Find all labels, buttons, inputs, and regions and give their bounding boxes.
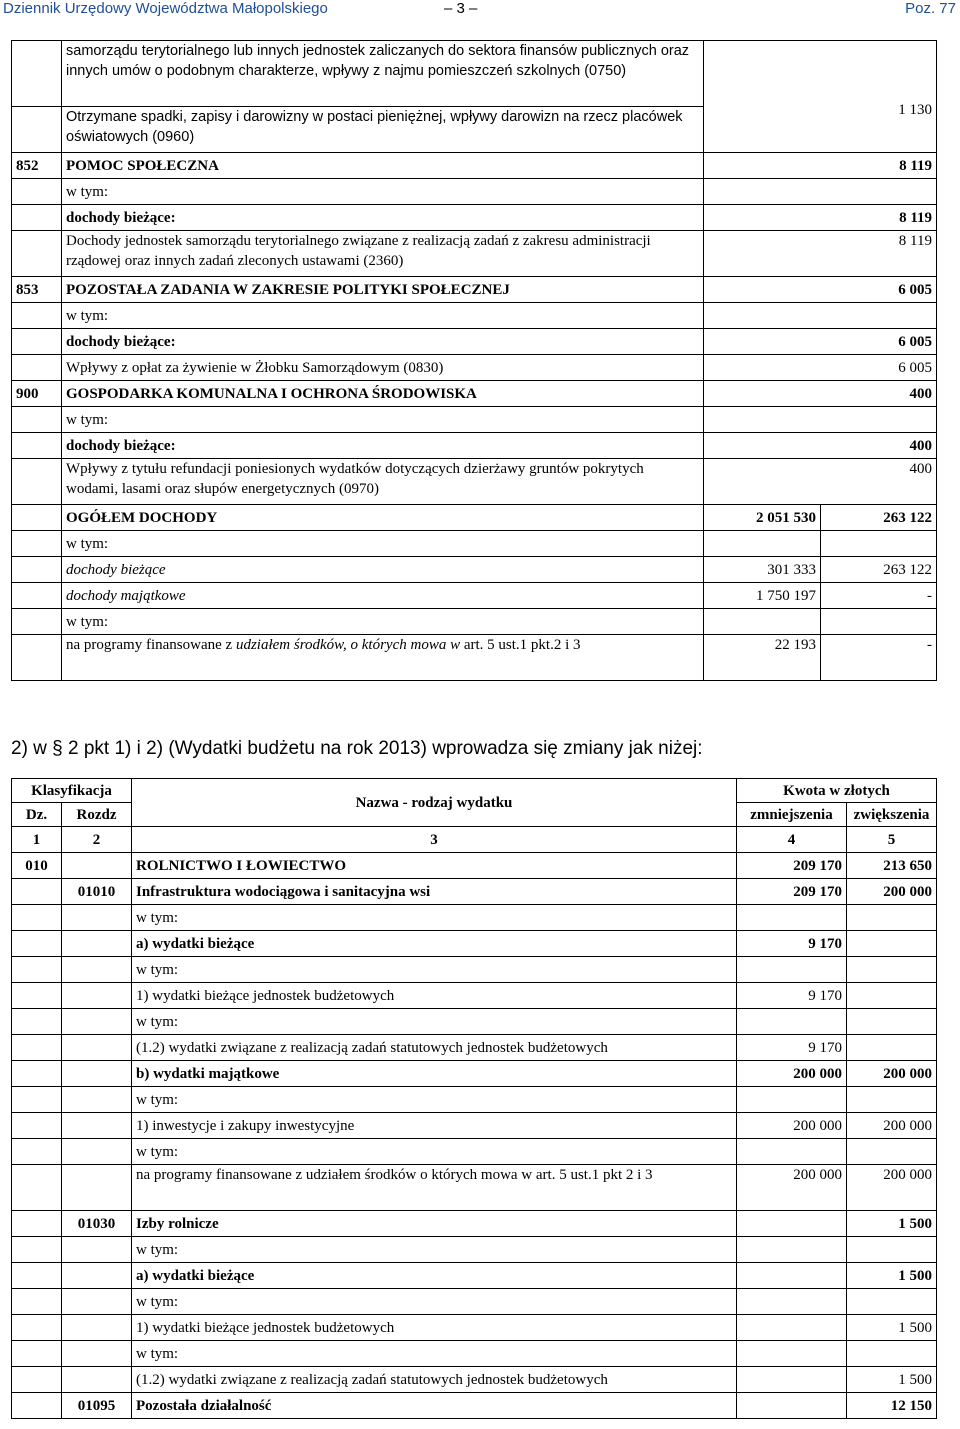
row-text: 1) inwestycje i zakupy inwestycyjne (132, 1113, 737, 1139)
row-value: 6 005 (704, 355, 937, 381)
current-income-label: dochody bieżące: (62, 205, 704, 231)
program-text-italic: udziałem środków, o których mowa w (235, 637, 461, 653)
decrease-value: 200 000 (737, 1113, 847, 1139)
program-text-post: art. 5 ust.1 pkt.2 i 3 (460, 637, 581, 653)
amount-header: Kwota w złotych (737, 779, 937, 803)
row-value: 400 (704, 459, 937, 505)
decrease-value: 9 170 (737, 1035, 847, 1061)
w-tym-label: w tym: (132, 1341, 737, 1367)
w-tym-label: w tym: (132, 1139, 737, 1165)
table-row (12, 355, 937, 381)
chapter-name: Infrastruktura wodociągowa i sanitacyjna wsi (132, 879, 737, 905)
increase-value: 200 000 (847, 879, 937, 905)
page-number: – 3 – (444, 0, 478, 17)
table-row (12, 1009, 937, 1035)
table-row (12, 433, 937, 459)
table-row (12, 1035, 937, 1061)
table-row (12, 179, 937, 205)
journal-title: Dziennik Urzędowy Województwa Małopolskiego (3, 0, 328, 17)
w-tym-label: w tym: (132, 957, 737, 983)
w-tym-label: w tym: (62, 407, 704, 433)
w-tym-label: w tym: (132, 1009, 737, 1035)
division-header: Dz. (12, 803, 62, 827)
w-tym-label: w tym: (62, 179, 704, 205)
table-row (12, 303, 937, 329)
increase-value: 200 000 (847, 1113, 937, 1139)
table-row (12, 1165, 937, 1211)
table-row (12, 407, 937, 433)
section-code: 853 (12, 277, 62, 303)
increase-value: 1 500 (847, 1367, 937, 1393)
section-name: POMOC SPOŁECZNA (62, 153, 704, 179)
section-code: 900 (12, 381, 62, 407)
row-value-b: - (821, 635, 937, 681)
table-row (12, 329, 937, 355)
division-code: 010 (12, 853, 62, 879)
row-value-b: 263 122 (821, 557, 937, 583)
table-row (12, 1139, 937, 1165)
chapter-name: Izby rolnicze (132, 1211, 737, 1237)
row-value: 8 119 (704, 231, 937, 277)
classification-header: Klasyfikacja (12, 779, 132, 803)
name-header: Nazwa - rodzaj wydatku (132, 779, 737, 827)
table-row (12, 531, 937, 557)
row-text: 1) wydatki bieżące jednostek budżetowych (132, 983, 737, 1009)
section-heading: 2) w § 2 pkt 1) i 2) (Wydatki budżetu na rok 2013) wprowadza się zmiany jak niżej: (11, 738, 703, 759)
table-row (12, 931, 937, 957)
increase-value: 200 000 (847, 1165, 937, 1211)
increase-value: 213 650 (847, 853, 937, 879)
decrease-value: 209 170 (737, 879, 847, 905)
chapter-code: 01030 (62, 1211, 132, 1237)
current-income-value: 400 (704, 433, 937, 459)
increase-value: 1 500 (847, 1315, 937, 1341)
current-income-label: dochody bieżące: (62, 433, 704, 459)
table-row (12, 983, 937, 1009)
table-row (12, 905, 937, 931)
decrease-value: 9 170 (737, 931, 847, 957)
property-income-label: dochody majątkowe (62, 583, 704, 609)
row-text: 1) wydatki bieżące jednostek budżetowych (132, 1315, 737, 1341)
row-text: a) wydatki bieżące (132, 931, 737, 957)
table-row (12, 957, 937, 983)
table-row (12, 41, 937, 107)
w-tym-label: w tym: (62, 609, 704, 635)
current-income-value: 6 005 (704, 329, 937, 355)
table-row (12, 153, 937, 179)
col-number: 2 (62, 827, 132, 853)
row-text: Dochody jednostek samorządu terytorialnego związane z realizacją zadań z zakresu administracji rządowej oraz innych zadań zleconych ustawami (2360) (62, 231, 704, 277)
table-row (12, 557, 937, 583)
table-row (12, 1113, 937, 1139)
total-value-a: 2 051 530 (704, 505, 821, 531)
row-text: na programy finansowane z udziałem środków o których mowa w art. 5 ust.1 pkt 2 i 3 (132, 1165, 737, 1211)
section-code: 852 (12, 153, 62, 179)
row-text: Wpływy z tytułu refundacji poniesionych wydatków dotyczących dzierżawy gruntów pokrytych wodami, lasami oraz słupów energetycznych (0970) (62, 459, 704, 505)
row-value-b: - (821, 583, 937, 609)
row-value: 1 130 (898, 101, 932, 118)
current-income-label: dochody bieżące: (62, 329, 704, 355)
table-row (12, 635, 937, 681)
chapter-code: 01010 (62, 879, 132, 905)
table-row (12, 779, 937, 803)
increase-value: 1 500 (847, 1211, 937, 1237)
col-number: 4 (737, 827, 847, 853)
table-row (12, 1237, 937, 1263)
row-text: Wpływy z opłat za żywienie w Żłobku Samorządowym (0830) (62, 355, 704, 381)
current-income-label: dochody bieżące (62, 557, 704, 583)
section-name: POZOSTAŁA ZADANIA W ZAKRESIE POLITYKI SPOŁECZNEJ (62, 277, 704, 303)
table-row (12, 879, 937, 905)
col-number: 1 (12, 827, 62, 853)
table-row (12, 1341, 937, 1367)
w-tym-label: w tym: (62, 303, 704, 329)
increase-value: 12 150 (847, 1393, 937, 1419)
increase-value: 1 500 (847, 1263, 937, 1289)
col-number: 5 (847, 827, 937, 853)
table-row (12, 205, 937, 231)
w-tym-label: w tym: (132, 1237, 737, 1263)
w-tym-label: w tym: (62, 531, 704, 557)
section-name: GOSPODARKA KOMUNALNA I OCHRONA ŚRODOWISKA (62, 381, 704, 407)
w-tym-label: w tym: (132, 1289, 737, 1315)
table-row (12, 1087, 937, 1113)
section-value: 400 (704, 381, 937, 407)
decrease-header: zmniejszenia (737, 803, 847, 827)
division-name: ROLNICTWO I ŁOWIECTWO (132, 853, 737, 879)
decrease-value: 209 170 (737, 853, 847, 879)
total-label: OGÓŁEM DOCHODY (62, 505, 704, 531)
current-income-value: 8 119 (704, 205, 937, 231)
w-tym-label: w tym: (132, 1087, 737, 1113)
table-row (12, 827, 937, 853)
table-row (12, 1367, 937, 1393)
row-text: Otrzymane spadki, zapisy i darowizny w postaci pieniężnej, wpływy darowizn na rzecz placówek oświatowych (0960) (62, 107, 704, 153)
position-number: Poz. 77 (905, 0, 956, 17)
table-row (12, 1211, 937, 1237)
row-text: a) wydatki bieżące (132, 1263, 737, 1289)
row-value-a: 22 193 (704, 635, 821, 681)
table-row (12, 231, 937, 277)
income-table (11, 40, 937, 681)
row-text: (1.2) wydatki związane z realizacją zadań statutowych jednostek budżetowych (132, 1035, 737, 1061)
increase-header: zwiększenia (847, 803, 937, 827)
row-text (62, 635, 704, 681)
table-row (12, 277, 937, 303)
table-row (12, 1289, 937, 1315)
w-tym-label: w tym: (132, 905, 737, 931)
table-row (12, 381, 937, 407)
table-row (12, 505, 937, 531)
table-row (12, 459, 937, 505)
table-row (12, 583, 937, 609)
page-header (0, 0, 960, 22)
table-row (12, 1061, 937, 1087)
row-value-a: 301 333 (704, 557, 821, 583)
chapter-code: 01095 (62, 1393, 132, 1419)
row-text: samorządu terytorialnego lub innych jednostek zaliczanych do sektora finansów publicznych oraz innych umów o podobnym charakterze, wpływy z najmu pomieszczeń szkolnych (0750) (62, 41, 704, 107)
chapter-name: Pozostała działalność (132, 1393, 737, 1419)
table-row (12, 1393, 937, 1419)
table-row (12, 1315, 937, 1341)
section-value: 6 005 (704, 277, 937, 303)
increase-value: 200 000 (847, 1061, 937, 1087)
row-value-a: 1 750 197 (704, 583, 821, 609)
decrease-value: 9 170 (737, 983, 847, 1009)
table-row (12, 609, 937, 635)
program-text-pre: na programy finansowane z (66, 637, 236, 653)
table-row (12, 853, 937, 879)
decrease-value: 200 000 (737, 1061, 847, 1087)
table-row (12, 1263, 937, 1289)
decrease-value: 200 000 (737, 1165, 847, 1211)
col-number: 3 (132, 827, 737, 853)
section-value: 8 119 (704, 153, 937, 179)
row-text: (1.2) wydatki związane z realizacją zadań statutowych jednostek budżetowych (132, 1367, 737, 1393)
total-value-b: 263 122 (821, 505, 937, 531)
row-text: b) wydatki majątkowe (132, 1061, 737, 1087)
expenses-table (11, 778, 937, 1419)
chapter-header: Rozdz (62, 803, 132, 827)
